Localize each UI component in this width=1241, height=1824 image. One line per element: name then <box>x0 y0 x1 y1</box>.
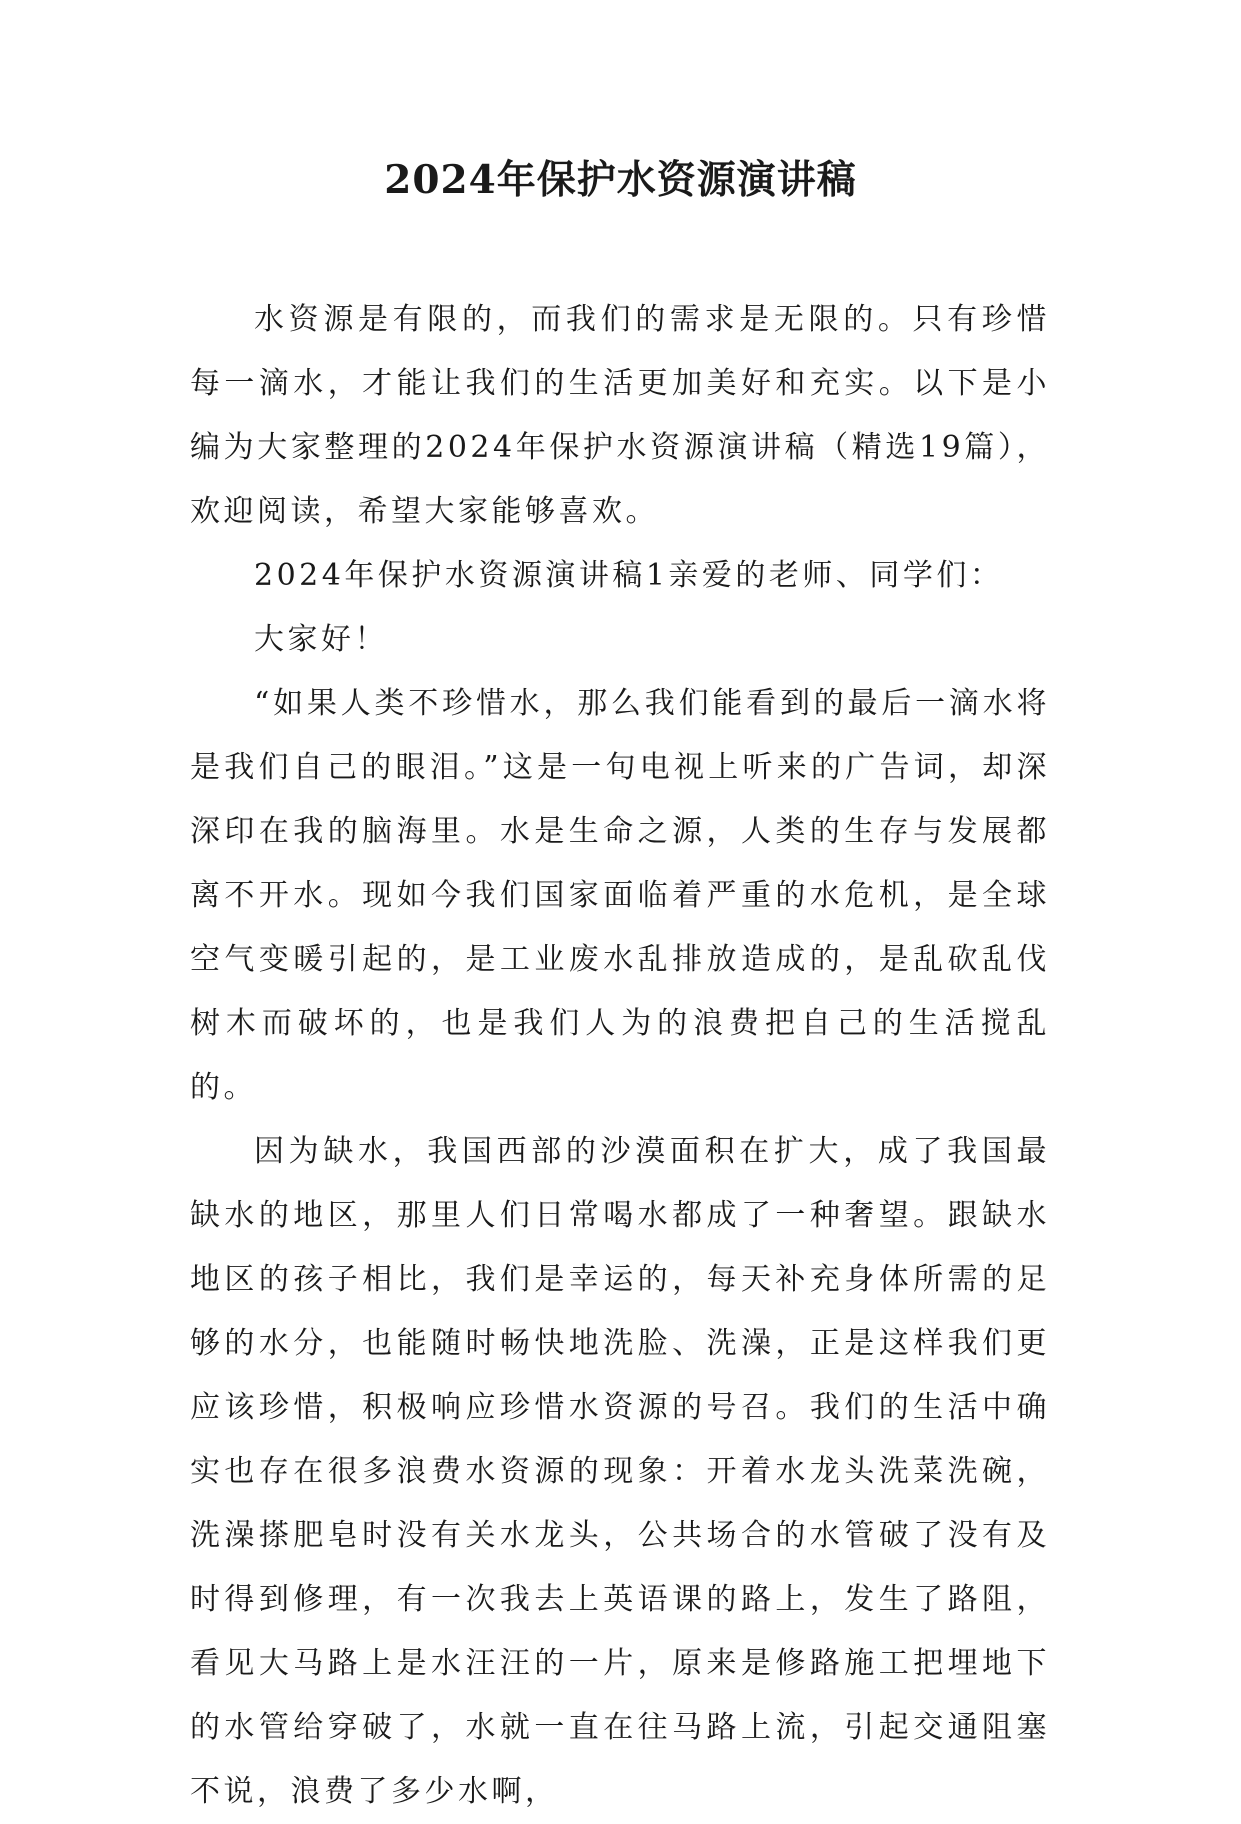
paragraph-intro: 水资源是有限的，而我们的需求是无限的。只有珍惜每一滴水，才能让我们的生活更加美好和充实。以下是小编为大家整理的2024年保护水资源演讲稿（精选19篇），欢迎阅读，希望大家能够喜欢。 <box>190 302 1050 529</box>
document-body <box>190 288 1050 1824</box>
paragraph-body-2: 因为缺水，我国西部的沙漠面积在扩大，成了我国最缺水的地区，那里人们日常喝水都成了一种奢望。跟缺水地区的孩子相比，我们是幸运的，每天补充身体所需的足够的水分，也能随时畅快地洗脸、洗澡，正是这样我们更应该珍惜，积极响应珍惜水资源的号召。我们的生活中确实也存在很多浪费水资源的现象：开着水龙头洗菜洗碗，洗澡搽肥皂时没有关水龙头，公共场合的水管破了没有及时得到修理，有一次我去上英语课的路上，发生了路阻，看见大马路上是水汪汪的一片，原来是修路施工把埋地下的水管给穿破了，水就一直在往马路上流，引起交通阻塞不说，浪费了多少水啊， <box>190 1134 1050 1809</box>
paragraph-speech-heading: 2024年保护水资源演讲稿1亲爱的老师、同学们： <box>254 558 1004 593</box>
paragraph-body-1: “如果人类不珍惜水，那么我们能看到的最后一滴水将是我们自己的眼泪。”这是一句电视上听来的广告词，却深深印在我的脑海里。水是生命之源，人类的生存与发展都离不开水。现如今我们国家面临着严重的水危机，是全球空气变暖引起的，是工业废水乱排放造成的，是乱砍乱伐树木而破坏的，也是我们人为的浪费把自己的生活搅乱的。 <box>190 686 1050 1105</box>
paragraph-greeting: 大家好！ <box>254 622 388 657</box>
document-title: 2024年保护水资源演讲稿 <box>384 157 857 203</box>
